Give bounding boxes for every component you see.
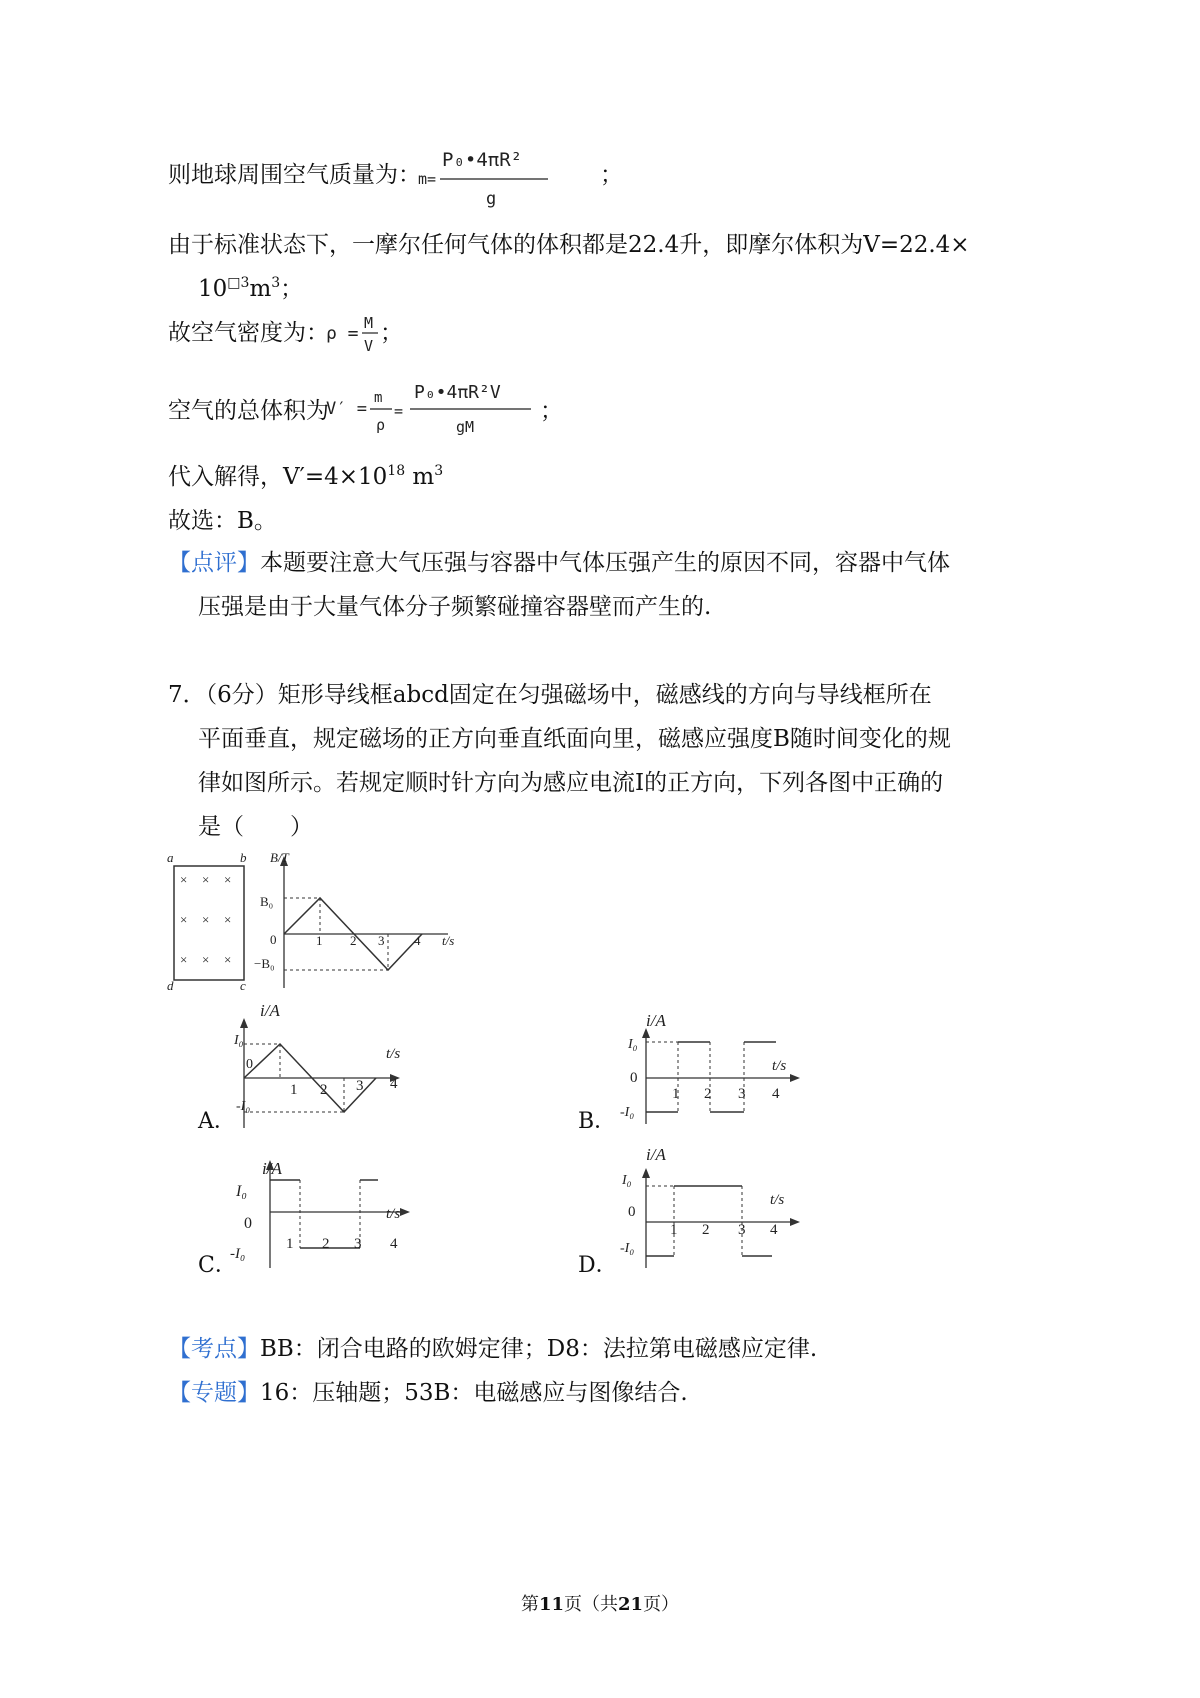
svg-text:2: 2 [350,933,357,948]
density-intro: 故空气密度为： [168,320,329,346]
zhuanti-tag: 【专题】 [168,1380,260,1406]
corner-d: d [167,978,174,993]
air-mass-formula [418,138,588,216]
option-d-label[interactable]: D． [578,1253,618,1278]
svg-text:3: 3 [738,1222,746,1238]
question-line3: 律如图所示。若规定顺时针方向为感应电流I的正方向，下列各图中正确的 [198,770,944,796]
b0-label: B₀ [260,894,274,909]
corner-c: c [240,978,246,993]
svg-text:×: × [224,872,232,887]
option-c-graph[interactable] [230,1150,420,1274]
svg-text:2: 2 [322,1236,330,1252]
mass-denominator: g [486,189,497,209]
t-axis-label: t/s [442,933,455,948]
svg-text:-I₀: -I₀ [236,1099,251,1114]
neg-b0-label: −B₀ [254,956,275,971]
kaodian-tag: 【考点】 [168,1336,260,1362]
svg-text:×: × [180,952,188,967]
svg-text:3: 3 [354,1236,362,1252]
choice-line: 故选：B。 [168,508,277,534]
svg-text:t/s: t/s [770,1192,785,1208]
density-lhs: ρ = [326,323,359,344]
svg-text:3: 3 [738,1086,746,1102]
option-c-label[interactable]: C． [198,1253,237,1278]
b-axis-label: B/T [270,850,289,865]
density-formula [326,306,386,368]
svg-text:3: 3 [356,1078,364,1094]
svg-text:0: 0 [244,1215,252,1232]
svg-text:4: 4 [390,1076,398,1092]
svg-text:0: 0 [630,1070,638,1086]
svg-text:i/A: i/A [646,1145,666,1164]
option-a-label[interactable]: A． [198,1109,236,1134]
svg-text:4: 4 [772,1086,780,1102]
svg-text:×: × [202,912,210,927]
svg-text:I₀: I₀ [234,1033,244,1048]
air-mass-intro: 则地球周围空气质量为： [168,162,421,188]
svg-text:×: × [224,912,232,927]
volume-eq: = [394,402,404,420]
svg-text:1: 1 [672,1086,680,1102]
svg-text:0: 0 [246,1057,253,1072]
air-mass-end: ； [600,162,623,188]
std-state-line1: 由于标准状态下，一摩尔任何气体的体积都是22.4升，即摩尔体积为V=22.4× [168,232,970,258]
svg-text:-I₀: -I₀ [230,1246,246,1262]
svg-text:-I₀: -I₀ [620,1105,635,1120]
svg-text:t/s: t/s [772,1058,787,1074]
svg-text:-I₀: -I₀ [620,1241,635,1256]
svg-text:4: 4 [390,1236,398,1252]
svg-text:4: 4 [770,1222,778,1238]
kaodian-line: 【考点】BB：闭合电路的欧姆定律；D8：法拉第电磁感应定律. [168,1336,818,1362]
page-total: 21 [618,1594,644,1615]
svg-text:1: 1 [286,1236,294,1252]
volume-num1: m [374,390,383,406]
svg-text:×: × [224,952,232,967]
svg-text:1: 1 [316,933,323,948]
question-line4: 是（ ） [198,814,313,840]
volume-intro: 空气的总体积为 [168,398,329,424]
svg-text:i/A: i/A [262,1159,282,1178]
option-b-label[interactable]: B． [578,1109,617,1134]
svg-text:3: 3 [378,933,385,948]
question-line1: 7．（6分）矩形导线框abcd固定在匀强磁场中，磁感线的方向与导线框所在 [168,682,932,708]
svg-text:2: 2 [702,1222,710,1238]
zhuanti-line: 【专题】16：压轴题；53B：电磁感应与图像结合. [168,1380,688,1406]
svg-text:t/s: t/s [386,1046,401,1062]
svg-text:1: 1 [290,1082,298,1098]
page-footer: 第11页（共21页） [520,1594,680,1615]
mass-numerator: P₀•4πR² [442,149,523,171]
comment-tag: 【点评】 [168,550,260,576]
svg-text:1: 1 [670,1222,678,1238]
option-b-graph[interactable] [620,1006,820,1130]
density-denominator: V [364,337,374,355]
svg-text:t/s: t/s [386,1206,401,1222]
comment-line2: 压强是由于大量气体分子频繁碰撞容器壁而产生的. [198,594,712,620]
svg-text:I₀: I₀ [622,1173,632,1188]
svg-text:i/A: i/A [646,1011,666,1030]
svg-text:i/A: i/A [260,1001,280,1020]
volume-den1: ρ [376,416,386,434]
result-line: 代入解得，$V'=4\times 10^{18}$ $m^3$ [168,463,444,490]
svg-text:×: × [180,912,188,927]
origin-label: 0 [270,932,277,947]
corner-a: a [167,850,174,865]
volume-num2: P₀•4πR²V [414,382,501,403]
svg-text:×: × [180,872,188,887]
svg-text:2: 2 [320,1082,328,1098]
option-a-graph[interactable] [230,1000,420,1134]
density-end: ； [380,320,403,346]
svg-text:I₀: I₀ [628,1037,638,1052]
corner-b: b [240,850,247,865]
volume-lhs: V′ = [326,399,367,419]
svg-text:×: × [202,872,210,887]
svg-text:4: 4 [414,933,421,948]
volume-formula [326,372,536,446]
volume-den2: gM [456,418,475,436]
svg-text:I₀: I₀ [236,1183,247,1200]
question-line2: 平面垂直，规定磁场的正方向垂直纸面向里，磁感应强度B随时间变化的规 [198,726,951,752]
comment-line1: 【点评】本题要注意大气压强与容器中气体压强产生的原因不同，容器中气体 [168,550,950,576]
svg-text:×: × [202,952,210,967]
mass-lhs: m= [418,170,437,188]
main-figure [160,848,470,1002]
page-number: 11 [538,1594,564,1615]
volume-end: ； [540,398,563,424]
option-d-graph[interactable] [620,1140,820,1274]
density-numerator: M [364,314,374,332]
svg-text:0: 0 [628,1204,636,1220]
svg-text:2: 2 [704,1086,712,1102]
std-state-line2: $10^{□3}m^3$； [198,275,304,302]
